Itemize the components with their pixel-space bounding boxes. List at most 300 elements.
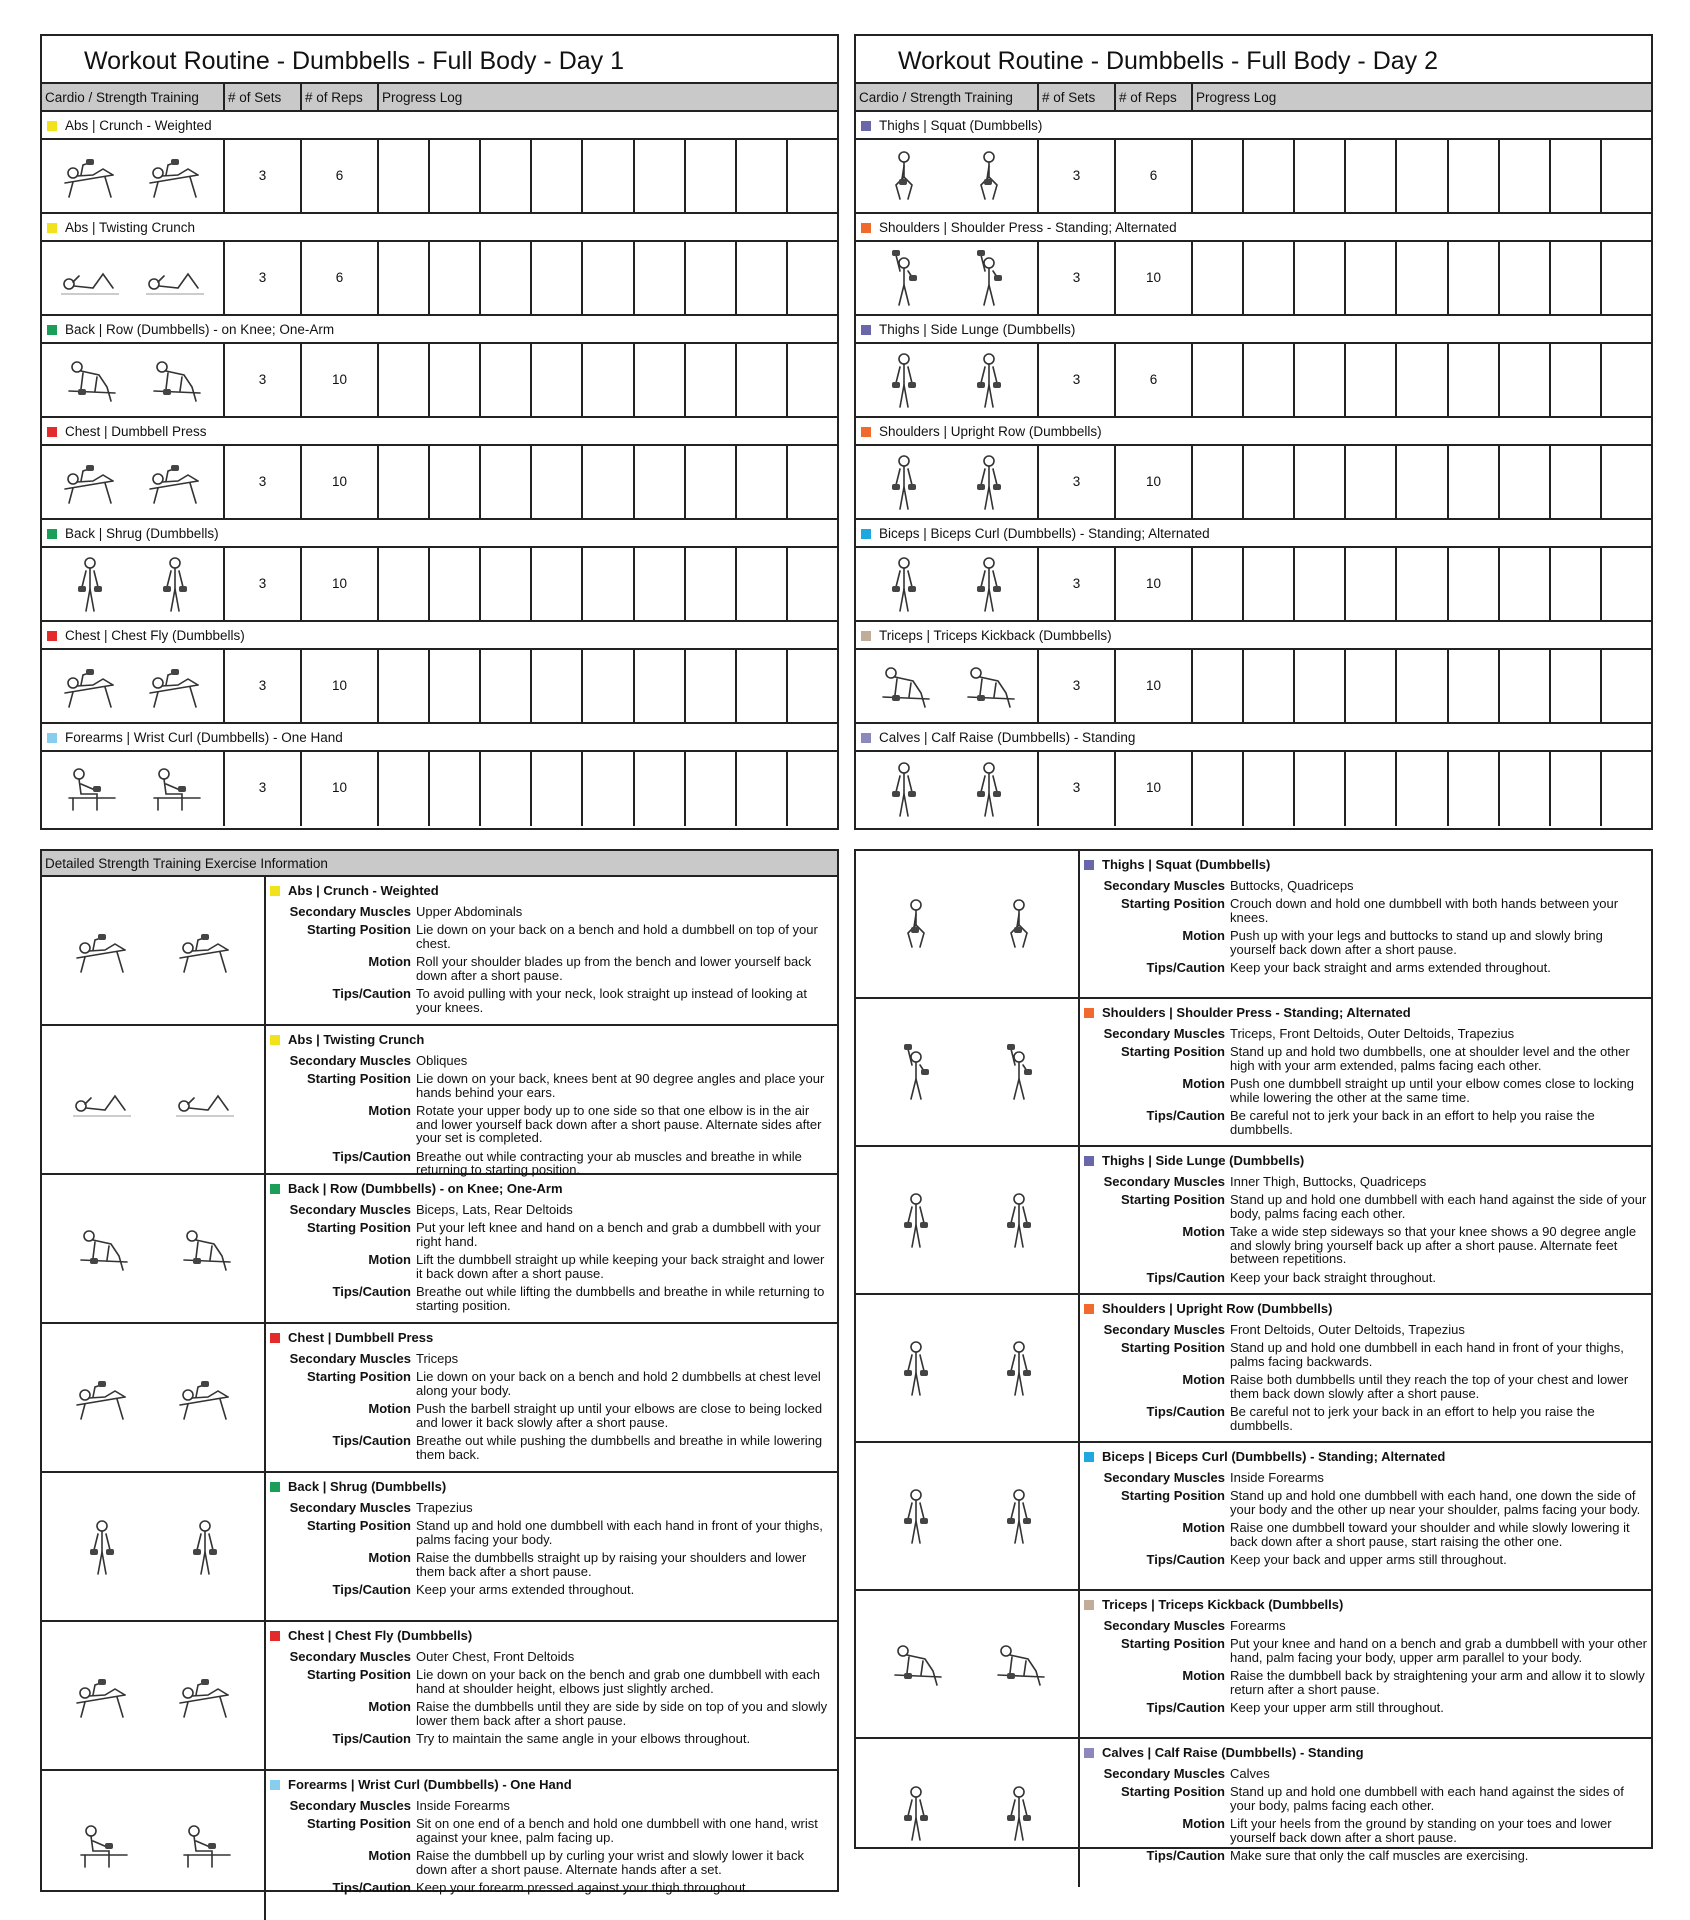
progress-log-cell[interactable] <box>686 446 737 518</box>
progress-log-cell[interactable] <box>1551 242 1602 314</box>
exercise-illustration <box>174 1080 236 1120</box>
starting-position-line <box>270 1668 833 1695</box>
progress-log-cell[interactable] <box>1551 650 1602 722</box>
progress-log-cell[interactable] <box>1346 242 1397 314</box>
exercise-images <box>42 344 225 416</box>
reps-cell: 10 <box>302 548 379 620</box>
exercise-name-row <box>856 724 1651 752</box>
tips-value: Be careful not to jerk your back in an effort to help you raise the dumbbells. <box>1230 1108 1595 1137</box>
progress-log-cell[interactable] <box>430 242 481 314</box>
exercise-images <box>856 344 1039 416</box>
sets-cell: 3 <box>1039 140 1116 212</box>
progress-log-cell[interactable] <box>481 548 532 620</box>
progress-log-cell[interactable] <box>686 344 737 416</box>
starting-position-value: Stand up and hold one dumbbell in each hand in front of your thighs, palms facing backwards. <box>1230 1340 1624 1369</box>
detail-row <box>856 1739 1651 1887</box>
exercise-row <box>42 140 837 214</box>
progress-log-cell[interactable] <box>430 140 481 212</box>
motion-label: Motion <box>1182 1076 1225 1091</box>
exercise-row <box>856 344 1651 418</box>
exercise-illustration <box>971 149 1007 203</box>
exercise-row <box>856 752 1651 826</box>
motion-line <box>1084 1373 1647 1400</box>
motion-value: Raise one dumbbell toward your shoulder and while slowly lowering it back down after a short pause, start raising the other one. <box>1230 1520 1630 1549</box>
motion-label: Motion <box>1182 1668 1225 1683</box>
progress-log-cell[interactable] <box>1244 548 1295 620</box>
starting-position-line <box>270 923 833 950</box>
progress-log-cell[interactable] <box>583 752 634 826</box>
progress-log-cell[interactable] <box>1500 344 1551 416</box>
progress-log-cell[interactable] <box>379 650 430 722</box>
reps-cell: 10 <box>302 650 379 722</box>
header-progress-log: Progress Log <box>382 90 463 105</box>
motion-line <box>1084 1077 1647 1104</box>
detail-row <box>42 1622 837 1771</box>
progress-log-cell[interactable] <box>430 344 481 416</box>
progress-log-cell[interactable] <box>1346 344 1397 416</box>
progress-log-cell[interactable] <box>379 548 430 620</box>
progress-log-cell[interactable] <box>1295 650 1346 722</box>
exercise-illustration <box>971 555 1007 613</box>
exercise-row <box>856 548 1651 622</box>
detail-row <box>42 1324 837 1473</box>
tips-label: Tips/Caution <box>332 1582 411 1597</box>
progress-log-cell[interactable] <box>686 242 737 314</box>
exercise-illustration <box>886 149 922 203</box>
progress-log-cell[interactable] <box>635 140 686 212</box>
motion-value: Lift the dumbbell straight up while keeping your back straight and lower it back down after a short pause. <box>416 1252 825 1281</box>
progress-log-cell[interactable] <box>635 344 686 416</box>
exercise-images <box>856 242 1039 314</box>
progress-log-cell[interactable] <box>635 548 686 620</box>
progress-log-cell[interactable] <box>1244 140 1295 212</box>
progress-log-cell[interactable] <box>1449 344 1500 416</box>
tips-value: Be careful not to jerk your back in an effort to help you raise the dumbbells. <box>1230 1404 1595 1433</box>
detail-images <box>42 1771 266 1920</box>
progress-log-cell[interactable] <box>532 140 583 212</box>
detail-title <box>270 1480 833 1494</box>
day1-header-row <box>42 84 837 112</box>
secondary-muscles-value: Inside Forearms <box>1230 1469 1324 1485</box>
motion-value: Rotate your upper body up to one side so that one elbow is in the air and lower yourself back down after a short pause. Alternate sides after your set is completed. <box>416 1103 822 1145</box>
progress-log-cell[interactable] <box>379 140 430 212</box>
tips-value: Keep your back straight throughout. <box>1230 1269 1436 1285</box>
starting-position-label: Starting Position <box>1121 1784 1225 1799</box>
progress-log-cell[interactable] <box>1346 752 1397 826</box>
starting-position-value: Sit on one end of a bench and hold one dumbbell with one hand, wrist against your knee, palm facing up. <box>416 1816 818 1845</box>
progress-log-cell[interactable] <box>737 548 788 620</box>
sets-cell: 3 <box>1039 752 1116 826</box>
detail-row <box>856 1443 1651 1591</box>
exercise-images <box>42 548 225 620</box>
motion-value: Raise both dumbbells until they reach the top of your chest and lower them back down slowly after a short pause. <box>1230 1372 1629 1401</box>
progress-log-cell[interactable] <box>1449 242 1500 314</box>
progress-log-cell[interactable] <box>686 752 737 826</box>
progress-log-cell[interactable] <box>1397 752 1448 826</box>
detail-images <box>42 1026 266 1173</box>
details-right-list <box>856 851 1651 1887</box>
progress-log-cell[interactable] <box>635 242 686 314</box>
progress-log-cell[interactable] <box>737 650 788 722</box>
exercise-name: Chest | Chest Fly (Dumbbells) <box>65 628 245 643</box>
exercise-name: Shoulders | Upright Row (Dumbbells) <box>879 424 1102 439</box>
progress-log-cell[interactable] <box>1602 548 1651 620</box>
muscle-color-square <box>1084 1452 1094 1462</box>
exercise-images <box>42 446 225 518</box>
progress-log-cell[interactable] <box>430 650 481 722</box>
exercise-illustration <box>885 1639 947 1689</box>
progress-log-cell[interactable] <box>686 140 737 212</box>
progress-log-cell[interactable] <box>635 446 686 518</box>
starting-position-value: Stand up and hold one dumbbell with each hand, one down the side of your body and the other up near your shoulder, palms facing your body. <box>1230 1488 1641 1517</box>
progress-log-cell[interactable] <box>583 650 634 722</box>
progress-log-cell[interactable] <box>532 446 583 518</box>
tips-line <box>270 1150 833 1177</box>
muscle-color-square <box>1084 1304 1094 1314</box>
motion-value: Raise the dumbbell back by straightening your arm and allow it to slowly return after a short pause. <box>1230 1668 1645 1697</box>
progress-log-cell[interactable] <box>1551 140 1602 212</box>
starting-position-label: Starting Position <box>1121 1488 1225 1503</box>
exercise-name: Back | Shrug (Dumbbells) <box>65 526 219 541</box>
progress-log-cell[interactable] <box>1397 650 1448 722</box>
tips-label: Tips/Caution <box>1146 1848 1225 1863</box>
starting-position-value: Stand up and hold one dumbbell with each hand against the sides of your body, palms facing each other. <box>1230 1784 1624 1813</box>
reps-cell: 6 <box>1116 344 1193 416</box>
exercise-row <box>856 650 1651 724</box>
muscle-color-square <box>47 631 57 641</box>
starting-position-line <box>270 1519 833 1546</box>
exercise-illustration <box>1001 1043 1037 1101</box>
progress-log-cell[interactable] <box>1193 548 1244 620</box>
detail-text <box>266 877 837 1024</box>
progress-log-cell[interactable] <box>1602 446 1651 518</box>
progress-log-cell[interactable] <box>788 752 837 826</box>
progress-log-cell[interactable] <box>1295 446 1346 518</box>
secondary-muscles-value: Triceps <box>416 1350 459 1366</box>
progress-log-cell[interactable] <box>532 344 583 416</box>
exercise-illustration <box>174 1375 236 1421</box>
progress-log-cell[interactable] <box>1602 140 1651 212</box>
progress-log-cell[interactable] <box>379 446 430 518</box>
details-right-table <box>854 849 1653 1863</box>
muscle-color-square <box>270 1780 280 1790</box>
progress-log-cell[interactable] <box>1602 242 1651 314</box>
sets-cell: 3 <box>225 548 302 620</box>
progress-log-cell[interactable] <box>1602 650 1651 722</box>
progress-log-cell[interactable] <box>635 650 686 722</box>
exercise-illustration <box>886 453 922 511</box>
progress-log-cell[interactable] <box>379 752 430 826</box>
progress-log-cell[interactable] <box>788 446 837 518</box>
exercise-images <box>42 752 225 826</box>
progress-log-cell[interactable] <box>1449 548 1500 620</box>
starting-position-label: Starting Position <box>307 1369 411 1384</box>
starting-position-value: Lie down on your back on a bench and hold 2 dumbbells at chest level along your body. <box>416 1369 821 1398</box>
detail-exercise-name: Abs | Twisting Crunch <box>288 1032 425 1047</box>
exercise-illustration <box>144 153 206 199</box>
motion-line <box>270 1402 833 1429</box>
exercise-illustration <box>886 351 922 409</box>
muscle-color-square <box>861 223 871 233</box>
detail-images <box>42 1473 266 1620</box>
progress-log-cell[interactable] <box>1500 548 1551 620</box>
detail-images <box>856 999 1080 1145</box>
secondary-muscles-label: Secondary Muscles <box>1103 1617 1225 1633</box>
secondary-muscles-value: Obliques <box>416 1052 468 1068</box>
progress-log-cell[interactable] <box>583 344 634 416</box>
progress-log-cell[interactable] <box>1244 446 1295 518</box>
motion-line <box>1084 929 1647 956</box>
progress-log-cell[interactable] <box>1244 242 1295 314</box>
header-exercise: Cardio / Strength Training <box>856 84 1039 110</box>
progress-log-cell[interactable] <box>583 548 634 620</box>
detail-title <box>1084 1302 1647 1316</box>
sets-cell: 3 <box>1039 344 1116 416</box>
progress-log-cell[interactable] <box>788 650 837 722</box>
progress-log-cell[interactable] <box>1551 548 1602 620</box>
detail-title <box>270 1033 833 1047</box>
secondary-muscles-line <box>1084 1323 1647 1337</box>
exercise-illustration <box>988 1639 1050 1689</box>
progress-log-cell[interactable] <box>532 650 583 722</box>
progress-log-cell[interactable] <box>532 548 583 620</box>
day2-exercise-list <box>856 112 1651 826</box>
progress-log-cell[interactable] <box>1449 650 1500 722</box>
tips-label: Tips/Caution <box>332 1433 411 1448</box>
progress-log-cell[interactable] <box>1551 446 1602 518</box>
sets-cell: 3 <box>1039 446 1116 518</box>
progress-log-cell[interactable] <box>430 752 481 826</box>
exercise-name: Calves | Calf Raise (Dumbbells) - Standing <box>879 730 1136 745</box>
muscle-color-square <box>270 1482 280 1492</box>
progress-log-cell[interactable] <box>1346 548 1397 620</box>
progress-log-cell[interactable] <box>1295 548 1346 620</box>
starting-position-label: Starting Position <box>307 1220 411 1235</box>
secondary-muscles-label: Secondary Muscles <box>289 1201 411 1217</box>
tips-line <box>1084 1405 1647 1432</box>
secondary-muscles-line <box>1084 1471 1647 1485</box>
sets-cell: 3 <box>225 752 302 826</box>
progress-log-cell[interactable] <box>1500 650 1551 722</box>
exercise-name-row <box>856 418 1651 446</box>
progress-log-cell[interactable] <box>788 242 837 314</box>
progress-log-cell[interactable] <box>1346 140 1397 212</box>
progress-log-cell[interactable] <box>1193 344 1244 416</box>
secondary-muscles-label: Secondary Muscles <box>289 1350 411 1366</box>
starting-position-line <box>270 1817 833 1844</box>
progress-log-cell[interactable] <box>481 752 532 826</box>
progress-log-cell[interactable] <box>1295 344 1346 416</box>
exercise-illustration <box>898 897 934 951</box>
progress-log-cell[interactable] <box>1551 752 1602 826</box>
tips-line <box>1084 1271 1647 1285</box>
progress-log-cell[interactable] <box>1449 140 1500 212</box>
exercise-illustration <box>1001 1784 1037 1842</box>
detail-exercise-name: Back | Row (Dumbbells) - on Knee; One-Arm <box>288 1181 563 1196</box>
motion-label: Motion <box>368 1401 411 1416</box>
header-sets: # of Sets <box>1039 84 1116 110</box>
muscle-color-square <box>270 1184 280 1194</box>
muscle-color-square <box>1084 1600 1094 1610</box>
progress-log-cell[interactable] <box>583 242 634 314</box>
progress-log-cell[interactable] <box>430 446 481 518</box>
detail-exercise-name: Triceps | Triceps Kickback (Dumbbells) <box>1102 1597 1344 1612</box>
progress-log-cell[interactable] <box>788 140 837 212</box>
starting-position-value: Lie down on your back on the bench and grab one dumbbell with each hand at shoulder height, elbows just slightly arched. <box>416 1667 821 1696</box>
detail-exercise-name: Calves | Calf Raise (Dumbbells) - Standing <box>1102 1745 1364 1760</box>
progress-log-cell[interactable] <box>1193 446 1244 518</box>
detail-row <box>42 1771 837 1920</box>
progress-log-cell[interactable] <box>1397 344 1448 416</box>
exercise-images <box>856 752 1039 826</box>
motion-line <box>1084 1521 1647 1548</box>
detail-exercise-name: Back | Shrug (Dumbbells) <box>288 1479 447 1494</box>
detail-text <box>1080 1739 1651 1887</box>
progress-log-cell[interactable] <box>1244 752 1295 826</box>
progress-log-cell[interactable] <box>1244 344 1295 416</box>
progress-log-cell[interactable] <box>532 242 583 314</box>
exercise-name-row <box>856 214 1651 242</box>
detail-images <box>856 1295 1080 1441</box>
motion-value: Raise the dumbbells until they are side by side on top of you and slowly lower them back after a short pause. <box>416 1699 828 1728</box>
progress-log-cell[interactable] <box>1602 344 1651 416</box>
tips-value: Breathe out while contracting your ab muscles and breathe in while returning to starting position. <box>416 1148 802 1177</box>
detail-exercise-name: Chest | Chest Fly (Dumbbells) <box>288 1628 473 1643</box>
progress-log-cell[interactable] <box>1346 446 1397 518</box>
progress-log-cell[interactable] <box>1193 650 1244 722</box>
secondary-muscles-label: Secondary Muscles <box>289 1499 411 1515</box>
day2-title: Workout Routine - Dumbbells - Full Body - Day 2 <box>856 36 1651 84</box>
progress-log-cell[interactable] <box>583 446 634 518</box>
progress-log-cell[interactable] <box>1397 242 1448 314</box>
progress-log-cell[interactable] <box>686 650 737 722</box>
progress-log-cell[interactable] <box>1346 650 1397 722</box>
tips-value: Keep your arms extended throughout. <box>416 1582 635 1597</box>
progress-log-cell[interactable] <box>1500 752 1551 826</box>
progress-log-cell[interactable] <box>737 140 788 212</box>
progress-log-cell[interactable] <box>1295 242 1346 314</box>
progress-log-cell[interactable] <box>1193 140 1244 212</box>
detail-text <box>266 1026 837 1177</box>
tips-line <box>1084 1109 1647 1136</box>
progress-log-cell[interactable] <box>737 344 788 416</box>
progress-log-cell[interactable] <box>1193 242 1244 314</box>
progress-log-cell[interactable] <box>737 446 788 518</box>
progress-log-cell[interactable] <box>1500 140 1551 212</box>
progress-log-cell[interactable] <box>788 548 837 620</box>
secondary-muscles-line <box>270 905 833 919</box>
progress-log-cell[interactable] <box>1500 242 1551 314</box>
starting-position-line <box>270 1370 833 1397</box>
detail-title <box>1084 1006 1647 1020</box>
starting-position-value: Lie down on your back on a bench and hold a dumbbell on top of your chest. <box>416 922 818 951</box>
detail-row <box>42 877 837 1026</box>
progress-log-cell[interactable] <box>788 344 837 416</box>
progress-log-cell[interactable] <box>481 242 532 314</box>
progress-log-cell[interactable] <box>635 752 686 826</box>
secondary-muscles-label: Secondary Muscles <box>289 1797 411 1813</box>
exercise-name: Biceps | Biceps Curl (Dumbbells) - Standing; Alternated <box>879 526 1210 541</box>
tips-line <box>270 1583 833 1597</box>
progress-log-cell[interactable] <box>1449 752 1500 826</box>
motion-label: Motion <box>1182 928 1225 943</box>
starting-position-value: Stand up and hold one dumbbell with each hand in front of your thighs, palms facing your body. <box>416 1518 823 1547</box>
progress-log-cell[interactable] <box>737 242 788 314</box>
starting-position-line <box>1084 1045 1647 1072</box>
progress-log-cell[interactable] <box>1551 344 1602 416</box>
exercise-illustration <box>898 1487 934 1545</box>
progress-log-cell[interactable] <box>532 752 583 826</box>
motion-value: Push one dumbbell straight up until your elbow comes close to locking while lowering the other at the same time. <box>1230 1076 1634 1105</box>
progress-log-cell[interactable] <box>481 344 532 416</box>
exercise-illustration <box>1001 1191 1037 1249</box>
progress-log-cell[interactable] <box>1602 752 1651 826</box>
progress-log-cell[interactable] <box>1500 446 1551 518</box>
sets-cell: 3 <box>1039 242 1116 314</box>
progress-log-cell[interactable] <box>481 140 532 212</box>
progress-log-cell[interactable] <box>379 344 430 416</box>
progress-log-cell[interactable] <box>481 650 532 722</box>
detail-images <box>42 1622 266 1769</box>
progress-log-cell[interactable] <box>686 548 737 620</box>
progress-log-cell[interactable] <box>430 548 481 620</box>
motion-label: Motion <box>368 1103 411 1118</box>
progress-log-cell[interactable] <box>1193 752 1244 826</box>
secondary-muscles-line <box>270 1352 833 1366</box>
progress-log-cell[interactable] <box>481 446 532 518</box>
progress-log-cell[interactable] <box>1397 548 1448 620</box>
progress-log-cell[interactable] <box>1295 752 1346 826</box>
tips-label: Tips/Caution <box>332 1148 411 1164</box>
day1-title: Workout Routine - Dumbbells - Full Body - Day 1 <box>42 36 837 84</box>
exercise-name: Thighs | Side Lunge (Dumbbells) <box>879 322 1076 337</box>
tips-value: Breathe out while pushing the dumbbells and breathe in while lowering them back. <box>416 1433 823 1462</box>
starting-position-label: Starting Position <box>1121 1340 1225 1355</box>
exercise-illustration <box>971 453 1007 511</box>
reps-cell: 10 <box>1116 650 1193 722</box>
reps-cell: 10 <box>302 446 379 518</box>
progress-log-cell[interactable] <box>1397 140 1448 212</box>
motion-value: Take a wide step sideways so that your knee shows a 90 degree angle and slowly bring yourself back up after a short pause. Alternate feet between repetitions. <box>1230 1224 1637 1266</box>
secondary-muscles-value: Calves <box>1230 1765 1270 1781</box>
detail-title <box>270 1182 833 1196</box>
motion-value: Raise the dumbbell up by curling your wrist and slowly lower it back down after a short pause. Alternate hands after a set. <box>416 1848 805 1877</box>
tips-label: Tips/Caution <box>332 1731 411 1746</box>
progress-log-cell[interactable] <box>1449 446 1500 518</box>
header-sets: # of Sets <box>225 84 302 110</box>
secondary-muscles-value: Front Deltoids, Outer Deltoids, Trapezius <box>1230 1321 1465 1337</box>
progress-log-cell[interactable] <box>1295 140 1346 212</box>
progress-log-cell[interactable] <box>1244 650 1295 722</box>
exercise-name: Forearms | Wrist Curl (Dumbbells) - One Hand <box>65 730 343 745</box>
progress-log-cell[interactable] <box>379 242 430 314</box>
motion-value: Lift your heels from the ground by standing on your toes and lower yourself back down after a short pause. <box>1230 1816 1612 1845</box>
exercise-illustration <box>144 459 206 505</box>
progress-log-cell[interactable] <box>1397 446 1448 518</box>
exercise-illustration <box>886 760 922 818</box>
exercise-name-row <box>42 724 837 752</box>
muscle-color-square <box>47 121 57 131</box>
progress-log-cell[interactable] <box>583 140 634 212</box>
motion-line <box>270 955 833 982</box>
exercise-illustration <box>971 760 1007 818</box>
exercise-name-row <box>856 622 1651 650</box>
exercise-illustration <box>59 355 121 405</box>
exercise-row <box>856 446 1651 520</box>
motion-line <box>1084 1817 1647 1844</box>
progress-log-cell[interactable] <box>737 752 788 826</box>
starting-position-value: Put your knee and hand on a bench and grab a dumbbell with your other hand, palm facing your body, upper arm parallel to your body. <box>1230 1636 1648 1665</box>
